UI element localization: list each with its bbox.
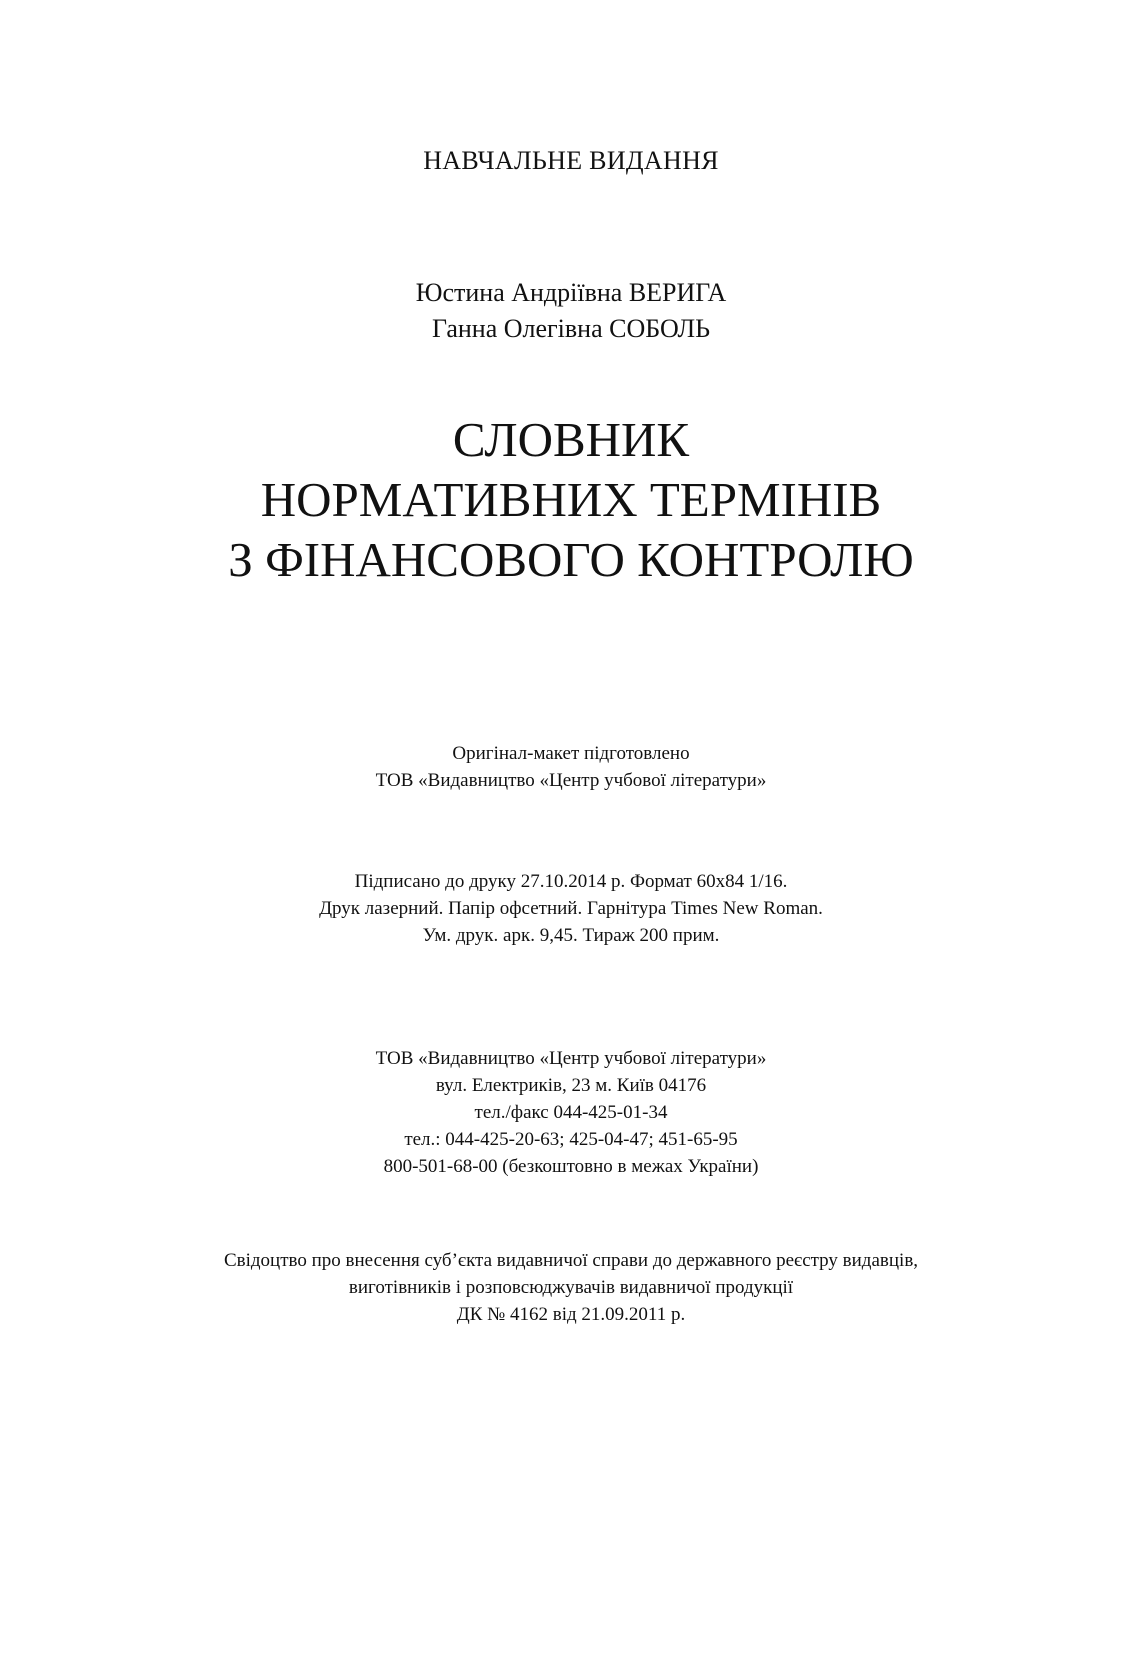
author-name: Ганна Олегівна СОБОЛЬ xyxy=(431,314,711,343)
title-line: СЛОВНИК xyxy=(452,412,690,467)
publisher-hotline: 800-501-68-00 (безкоштовно в межах України) xyxy=(383,1156,759,1177)
publisher-line: ТОВ «Видавництво «Центр учбової літератури» xyxy=(375,1048,767,1069)
layout-note-line: ТОВ «Видавництво «Центр учбової літератури» xyxy=(375,770,767,791)
publisher-address: вул. Електриків, 23 м. Київ 04176 xyxy=(435,1075,707,1096)
title-line: НОРМАТИВНИХ ТЕРМІНІВ xyxy=(260,472,882,527)
authors xyxy=(0,275,1142,347)
layout-note xyxy=(0,740,1142,794)
print-info-line: Підписано до друку 27.10.2014 р. Формат 60х84 1/16. xyxy=(354,871,788,892)
certificate-number: ДК № 4162 від 21.09.2011 р. xyxy=(456,1304,686,1325)
certificate-line: виготівників і розповсюджувачів видавничої продукції xyxy=(348,1277,794,1298)
book-title xyxy=(0,410,1142,590)
registration-certificate xyxy=(0,1247,1142,1328)
publisher-fax: тел./факс 044-425-01-34 xyxy=(474,1102,668,1123)
print-info xyxy=(0,868,1142,949)
author-name: Юстина Андріївна ВЕРИГА xyxy=(415,278,727,307)
certificate-line: Свідоцтво про внесення суб’єкта видавничої справи до державного реєстру видавців, xyxy=(223,1250,919,1271)
edition-type xyxy=(0,145,1142,177)
publisher-info xyxy=(0,1045,1142,1180)
publisher-phones: тел.: 044-425-20-63; 425-04-47; 451-65-95 xyxy=(404,1129,738,1150)
print-info-line: Ум. друк. арк. 9,45. Тираж 200 прим. xyxy=(422,925,720,946)
print-info-line: Друк лазерний. Папір офсетний. Гарнітура Times New Roman. xyxy=(319,898,823,919)
edition-type-label: НАВЧАЛЬНЕ ВИДАННЯ xyxy=(423,146,719,175)
layout-note-line: Оригінал-макет підготовлено xyxy=(452,743,690,764)
title-line: З ФІНАНСОВОГО КОНТРОЛЮ xyxy=(228,532,914,587)
